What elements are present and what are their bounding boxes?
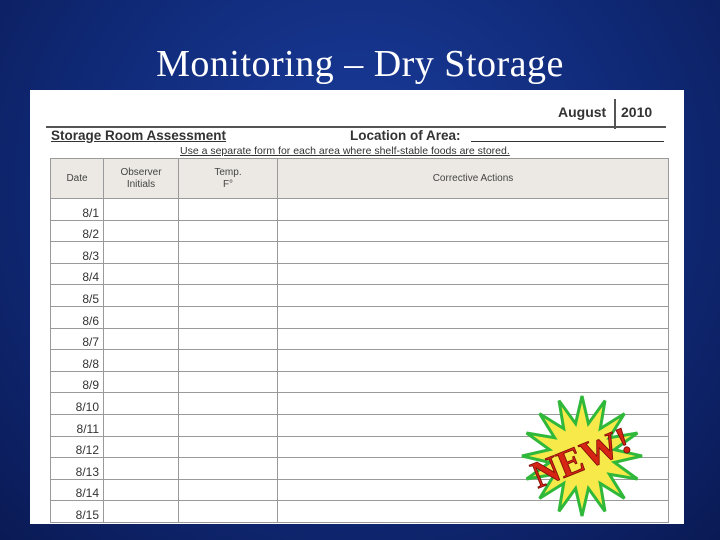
corrective-action-cell[interactable] [278,285,669,307]
temp-cell[interactable] [179,306,278,328]
date-cell: 8/15 [51,501,104,523]
slide-title: Monitoring – Dry Storage [156,43,564,85]
date-cell: 8/3 [51,242,104,264]
new-starburst-icon [516,388,648,518]
corrective-action-cell[interactable] [278,220,669,242]
form-year: 2010 [621,104,653,120]
temp-cell[interactable] [179,458,278,480]
observer-cell[interactable] [104,458,179,480]
date-cell: 8/6 [51,306,104,328]
corrective-action-cell[interactable] [278,242,669,264]
table-row [51,328,669,350]
temp-cell[interactable] [179,393,278,415]
date-cell: 8/1 [51,199,104,221]
form-title: Storage Room Assessment [51,128,227,143]
date-cell: 8/13 [51,458,104,480]
observer-cell[interactable] [104,501,179,523]
observer-cell[interactable] [104,371,179,393]
location-label: Location of Area: [350,128,461,143]
observer-cell[interactable] [104,479,179,501]
observer-cell[interactable] [104,436,179,458]
observer-cell[interactable] [104,328,179,350]
temp-cell[interactable] [179,199,278,221]
temp-cell[interactable] [179,501,278,523]
form-month: August [558,104,607,120]
corrective-action-cell[interactable] [278,199,669,221]
table-row [51,242,669,264]
temp-cell[interactable] [179,479,278,501]
table-row [51,350,669,372]
table-row [51,306,669,328]
date-cell: 8/9 [51,371,104,393]
col-header-temp: Temp. F° [179,159,278,199]
location-field[interactable] [471,141,664,142]
temp-cell[interactable] [179,242,278,264]
temp-cell[interactable] [179,285,278,307]
col-header-observer: Observer Initials [104,159,179,199]
form-instruction: Use a separate form for each area where shelf-stable foods are stored. [180,145,510,157]
observer-cell[interactable] [104,414,179,436]
date-cell: 8/14 [51,479,104,501]
storage-assessment-form [30,90,684,524]
observer-cell[interactable] [104,199,179,221]
date-cell: 8/11 [51,414,104,436]
temp-cell[interactable] [179,436,278,458]
observer-cell[interactable] [104,306,179,328]
date-cell: 8/4 [51,263,104,285]
date-cell: 8/5 [51,285,104,307]
corrective-action-cell[interactable] [278,263,669,285]
temp-cell[interactable] [179,263,278,285]
temp-cell[interactable] [179,328,278,350]
date-cell: 8/2 [51,220,104,242]
observer-cell[interactable] [104,263,179,285]
date-cell: 8/12 [51,436,104,458]
new-badge-text: NEW! [525,419,638,497]
observer-cell[interactable] [104,350,179,372]
date-cell: 8/8 [51,350,104,372]
temp-cell[interactable] [179,220,278,242]
table-row [51,220,669,242]
date-cell: 8/10 [51,393,104,415]
col-header-date: Date [51,159,104,199]
table-row [51,263,669,285]
table-row [51,285,669,307]
date-cell: 8/7 [51,328,104,350]
temp-cell[interactable] [179,350,278,372]
table-header-row [51,159,669,199]
observer-cell[interactable] [104,285,179,307]
period-divider [614,99,616,129]
observer-cell[interactable] [104,220,179,242]
temp-cell[interactable] [179,371,278,393]
observer-cell[interactable] [104,393,179,415]
corrective-action-cell[interactable] [278,328,669,350]
col-header-corrective-actions: Corrective Actions [278,159,669,199]
observer-cell[interactable] [104,242,179,264]
corrective-action-cell[interactable] [278,350,669,372]
table-row [51,199,669,221]
corrective-action-cell[interactable] [278,306,669,328]
temp-cell[interactable] [179,414,278,436]
